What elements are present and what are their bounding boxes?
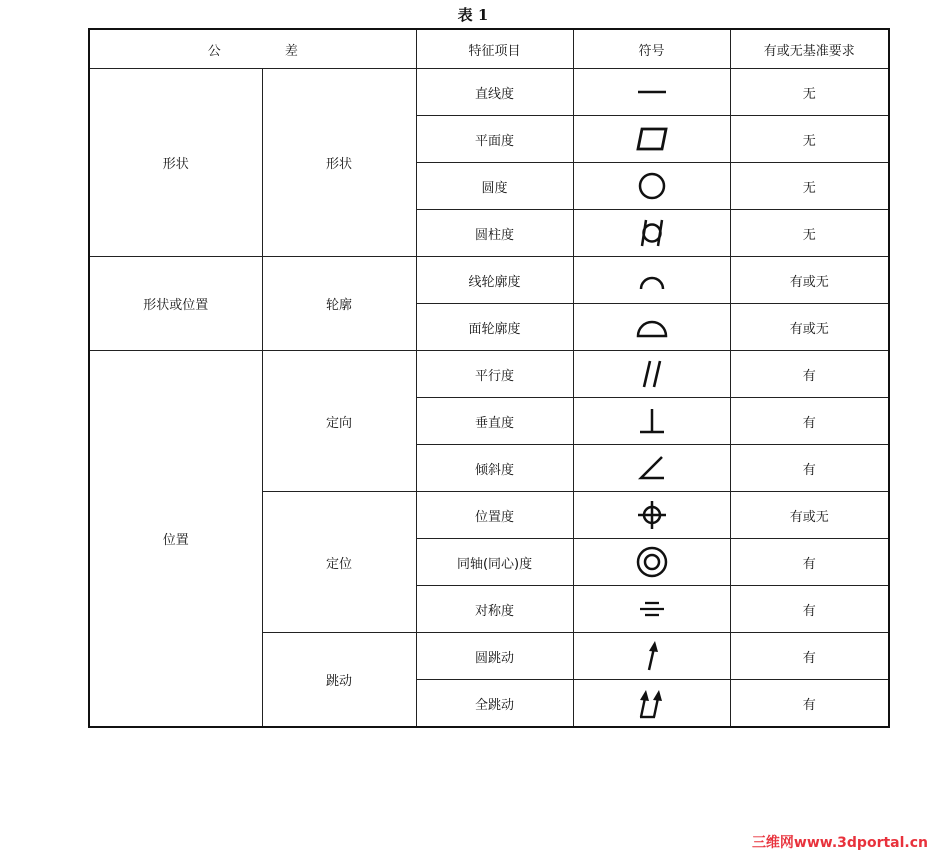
feature-cell: 圆柱度	[416, 210, 573, 257]
table-row	[89, 351, 889, 398]
table-row	[89, 69, 889, 116]
datum-cell: 有	[730, 680, 889, 728]
feature-cell: 倾斜度	[416, 445, 573, 492]
group-shape-or-position: 形状或位置	[89, 257, 262, 351]
subgroup-shape: 形状	[262, 69, 416, 257]
datum-cell: 有	[730, 445, 889, 492]
circular-runout-icon	[632, 638, 672, 674]
datum-cell: 有	[730, 633, 889, 680]
datum-cell: 无	[730, 116, 889, 163]
feature-cell: 平面度	[416, 116, 573, 163]
tolerance-table	[88, 28, 890, 728]
table-caption: 表 1	[457, 6, 489, 24]
feature-cell: 圆度	[416, 163, 573, 210]
datum-cell: 无	[730, 210, 889, 257]
feature-cell: 垂直度	[416, 398, 573, 445]
subgroup-location: 定位	[262, 492, 416, 633]
datum-cell: 无	[730, 163, 889, 210]
datum-cell: 有	[730, 539, 889, 586]
feature-cell: 对称度	[416, 586, 573, 633]
cylindricity-icon	[632, 216, 672, 250]
total-runout-icon	[632, 685, 672, 721]
parallelism-icon	[632, 357, 672, 391]
datum-cell: 有或无	[730, 257, 889, 304]
surface-profile-icon	[632, 312, 672, 342]
feature-cell: 直线度	[416, 69, 573, 116]
feature-cell: 圆跳动	[416, 633, 573, 680]
subgroup-profile: 轮廓	[262, 257, 416, 351]
header-datum: 有或无基准要求	[730, 29, 889, 69]
feature-cell: 同轴(同心)度	[416, 539, 573, 586]
symmetry-icon	[632, 594, 672, 624]
subgroup-runout: 跳动	[262, 633, 416, 728]
group-shape: 形状	[89, 69, 262, 257]
table-row	[89, 257, 889, 304]
concentricity-icon	[632, 544, 672, 580]
header-row	[89, 29, 889, 69]
datum-cell: 有或无	[730, 492, 889, 539]
datum-cell: 无	[730, 69, 889, 116]
feature-cell: 面轮廓度	[416, 304, 573, 351]
feature-cell: 平行度	[416, 351, 573, 398]
header-symbol: 符号	[573, 29, 730, 69]
datum-cell: 有或无	[730, 304, 889, 351]
group-position: 位置	[89, 351, 262, 728]
line-profile-icon	[632, 265, 672, 295]
flatness-icon	[632, 124, 672, 154]
datum-cell: 有	[730, 398, 889, 445]
feature-cell: 线轮廓度	[416, 257, 573, 304]
straightness-icon	[632, 77, 672, 107]
perpendicularity-icon	[632, 404, 672, 438]
header-feature: 特征项目	[416, 29, 573, 69]
circularity-icon	[632, 169, 672, 203]
position-icon	[632, 498, 672, 532]
subgroup-orientation: 定向	[262, 351, 416, 492]
angularity-icon	[632, 451, 672, 485]
feature-cell: 全跳动	[416, 680, 573, 728]
watermark: 三维网www.3dportal.cn	[751, 835, 928, 851]
feature-cell: 位置度	[416, 492, 573, 539]
datum-cell: 有	[730, 351, 889, 398]
header-tolerance: 公 差	[89, 29, 416, 69]
datum-cell: 有	[730, 586, 889, 633]
